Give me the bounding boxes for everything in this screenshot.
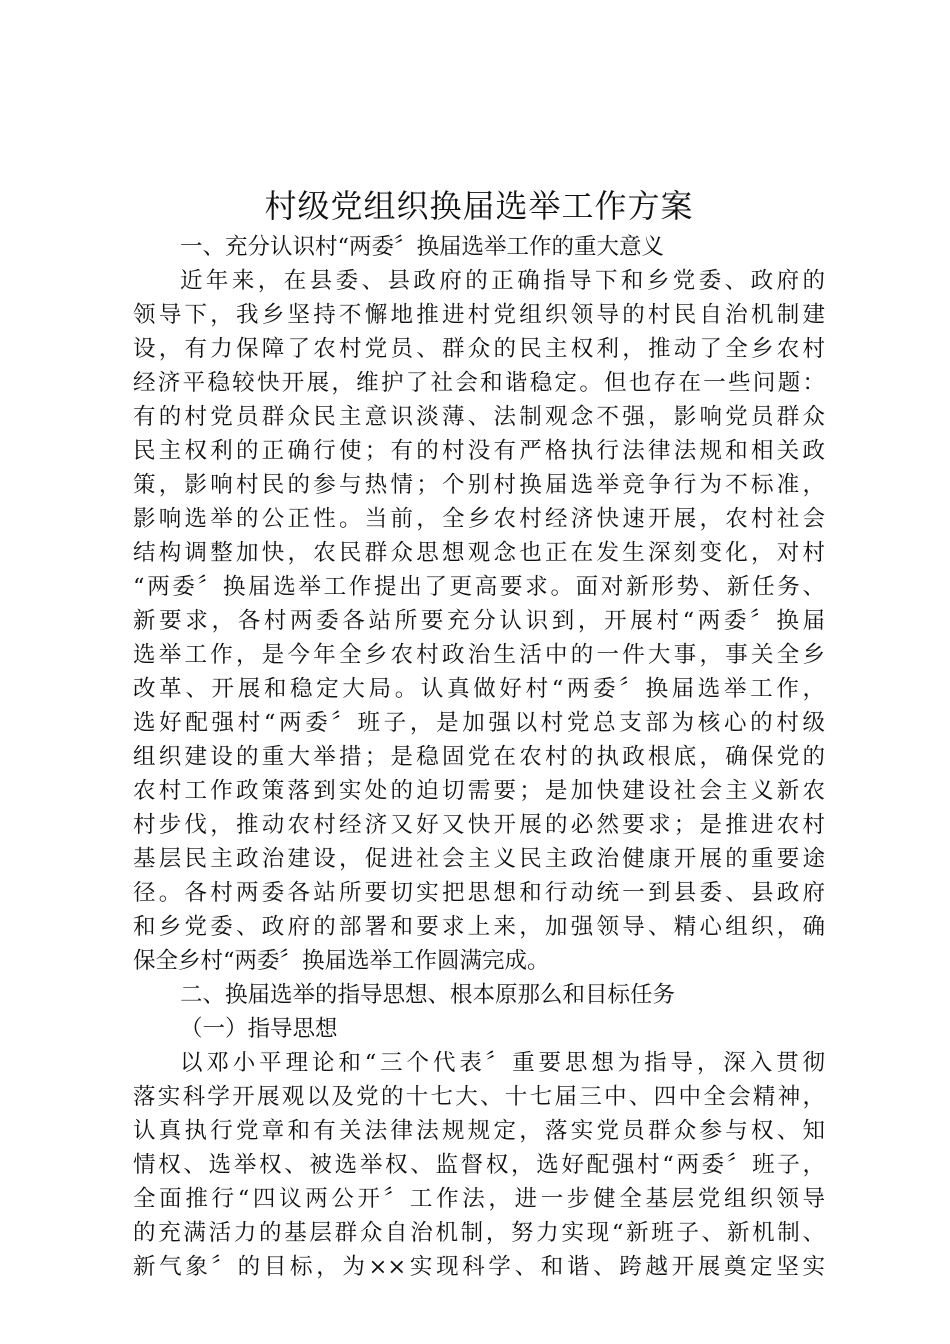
document-page [133, 182, 825, 1284]
body-text-line: 近年来，在县委、县政府的正确指导下和乡党委、政府的 [180, 268, 825, 294]
body-text-line: 民主权利的正确行使；有的村没有严格执行法律法规和相关政 [133, 438, 825, 464]
body-text-line: 村步伐，推动农村经济又好又快开展的必然要求；是推进农村 [133, 812, 825, 838]
body-text-line: 影响选举的公正性。当前，全乡农村经济快速开展，农村社会 [133, 506, 825, 532]
body-text-line: 认真执行党章和有关法律法规规定，落实党员群众参与权、知 [133, 1118, 825, 1144]
body-text-line: 二、换届选举的指导思想、根本原那么和目标任务 [180, 982, 676, 1008]
document-title: 村级党组织换届选举工作方案 [264, 187, 694, 225]
body-text-line: 和乡党委、政府的部署和要求上来，加强领导、精心组织，确 [133, 914, 825, 940]
body-text-line: 农村工作政策落到实处的迫切需要；是加快建设社会主义新农 [133, 778, 825, 804]
body-text-line: 改革、开展和稳定大局。认真做好村“两委〞换届选举工作， [133, 676, 825, 702]
body-text-line: “两委〞换届选举工作提出了更高要求。面对新形势、新任务、 [133, 574, 825, 600]
document-body [133, 230, 825, 1284]
body-text-line: 设，有力保障了农村党员、群众的民主权利，推动了全乡农村 [133, 336, 825, 362]
body-text-line: 基层民主政治建设，促进社会主义民主政治健康开展的重要途 [133, 846, 825, 872]
body-text-line: 一、充分认识村“两委〞换届选举工作的重大意义 [180, 234, 665, 260]
body-text-line: 选好配强村“两委〞班子，是加强以村党总支部为核心的村级 [133, 710, 825, 736]
body-text-line: 保全乡村“两委〞换届选举工作圆满完成。 [133, 948, 550, 974]
body-text-line: 结构调整加快，农民群众思想观念也正在发生深刻变化，对村 [133, 540, 825, 566]
body-text-line: 新气象〞的目标，为××实现科学、和谐、跨越开展奠定坚实 [133, 1254, 825, 1280]
body-text-line: 情权、选举权、被选举权、监督权，选好配强村“两委〞班子， [133, 1152, 825, 1178]
body-text-line: 径。各村两委各站所要切实把思想和行动统一到县委、县政府 [133, 880, 825, 906]
body-text-line: 经济平稳较快开展，维护了社会和谐稳定。但也存在一些问题： [133, 370, 825, 396]
body-text-line: （一）指导思想 [180, 1016, 338, 1042]
body-text-line: 领导下，我乡坚持不懈地推进村党组织领导的村民自治机制建 [133, 302, 825, 328]
body-text-line: 的充满活力的基层群众自治机制，努力实现“新班子、新机制、 [133, 1220, 825, 1246]
body-text-line: 新要求，各村两委各站所要充分认识到，开展村“两委〞换届 [133, 608, 825, 634]
body-text-line: 有的村党员群众民主意识淡薄、法制观念不强，影响党员群众 [133, 404, 825, 430]
body-text-line: 全面推行“四议两公开〞工作法，进一步健全基层党组织领导 [133, 1186, 825, 1212]
body-text-line: 策，影响村民的参与热情；个别村换届选举竞争行为不标准， [133, 472, 825, 498]
body-text-line: 落实科学开展观以及党的十七大、十七届三中、四中全会精神， [133, 1084, 825, 1110]
body-text-line: 选举工作，是今年全乡农村政治生活中的一件大事，事关全乡 [133, 642, 825, 668]
body-text-line: 组织建设的重大举措；是稳固党在农村的执政根底，确保党的 [133, 744, 825, 770]
body-text-line: 以邓小平理论和“三个代表〞重要思想为指导，深入贯彻 [180, 1050, 825, 1076]
